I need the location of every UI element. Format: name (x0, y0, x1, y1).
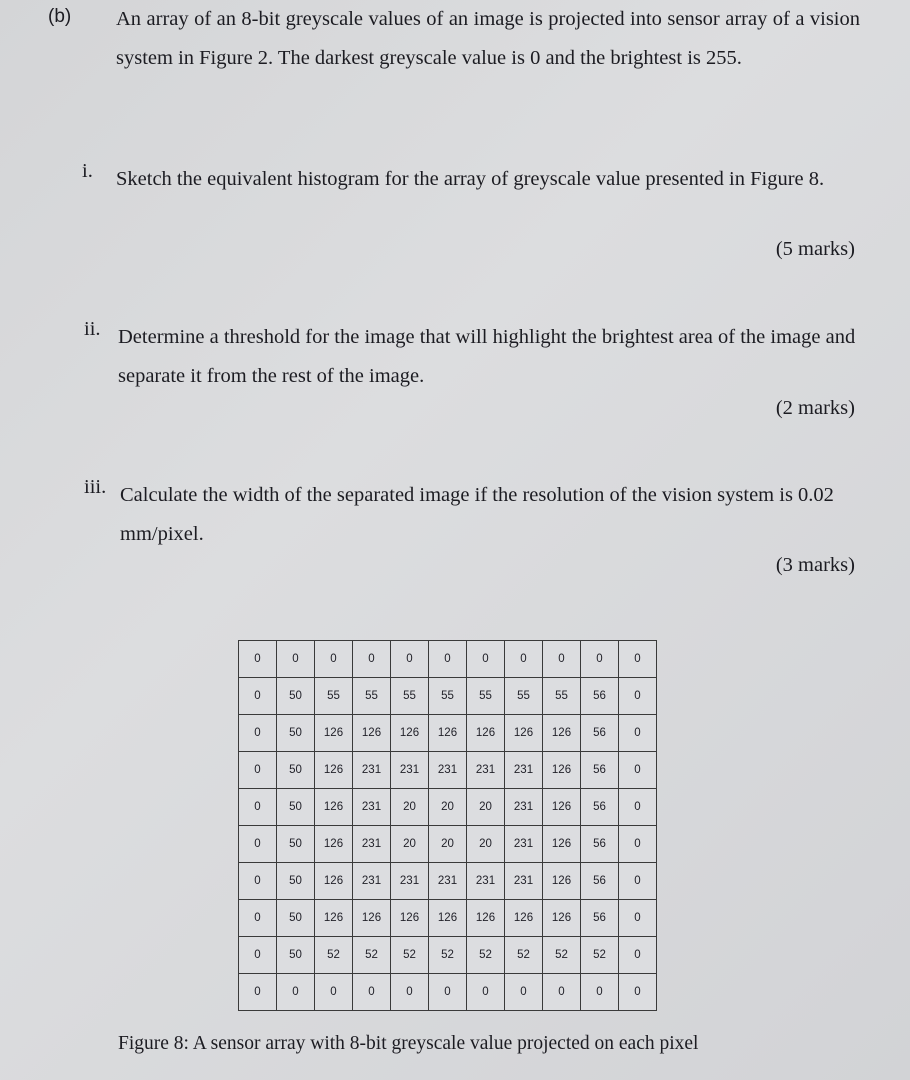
grid-row (239, 789, 657, 826)
grid-cell: 52 (581, 937, 619, 974)
grid-cell: 56 (581, 900, 619, 937)
grid-cell: 126 (467, 715, 505, 752)
grid-cell: 0 (505, 974, 543, 1011)
grid-cell: 50 (277, 678, 315, 715)
grid-cell: 20 (429, 789, 467, 826)
grid-row (239, 678, 657, 715)
grid-cell: 0 (429, 974, 467, 1011)
grid-cell: 126 (315, 900, 353, 937)
grid-row (239, 641, 657, 678)
part-ii-marks: (2 marks) (775, 397, 855, 419)
grid-cell: 126 (543, 900, 581, 937)
grid-cell: 0 (581, 641, 619, 678)
grid-cell: 231 (353, 789, 391, 826)
grid-row (239, 715, 657, 752)
grid-cell: 126 (543, 789, 581, 826)
grid-cell: 231 (505, 789, 543, 826)
part-iii-number: iii. (84, 476, 107, 498)
grid-cell: 52 (353, 937, 391, 974)
grid-cell: 55 (543, 678, 581, 715)
grid-cell: 0 (467, 641, 505, 678)
grid-cell: 55 (505, 678, 543, 715)
grid-cell: 126 (429, 900, 467, 937)
grid-cell: 52 (467, 937, 505, 974)
grid-cell: 0 (239, 974, 277, 1011)
grid-cell: 0 (391, 641, 429, 678)
grid-cell: 126 (353, 900, 391, 937)
grid-cell: 231 (353, 826, 391, 863)
grid-cell: 231 (391, 752, 429, 789)
grid-row (239, 900, 657, 937)
grid-cell: 0 (239, 641, 277, 678)
grid-cell: 0 (353, 974, 391, 1011)
grid-cell: 0 (315, 641, 353, 678)
grid-cell: 126 (543, 826, 581, 863)
grid-cell: 56 (581, 826, 619, 863)
grid-cell: 0 (619, 641, 657, 678)
grid-cell: 55 (391, 678, 429, 715)
grid-cell: 52 (505, 937, 543, 974)
grid-row (239, 826, 657, 863)
grid-row (239, 974, 657, 1011)
grid-cell: 0 (619, 974, 657, 1011)
question-label: (b) (48, 6, 72, 27)
sensor-array-grid (238, 640, 657, 1011)
grid-cell: 56 (581, 678, 619, 715)
grid-cell: 0 (239, 826, 277, 863)
grid-cell: 52 (391, 937, 429, 974)
grid-cell: 0 (239, 715, 277, 752)
grid-cell: 126 (505, 715, 543, 752)
grid-cell: 56 (581, 715, 619, 752)
grid-row (239, 863, 657, 900)
grid-cell: 126 (505, 900, 543, 937)
grid-cell: 0 (581, 974, 619, 1011)
grid-cell: 126 (353, 715, 391, 752)
grid-cell: 126 (391, 900, 429, 937)
grid-cell: 0 (619, 863, 657, 900)
grid-cell: 50 (277, 863, 315, 900)
grid-cell: 50 (277, 789, 315, 826)
grid-cell: 52 (429, 937, 467, 974)
grid-cell: 0 (353, 641, 391, 678)
grid-cell: 0 (239, 678, 277, 715)
grid-cell: 126 (315, 863, 353, 900)
grid-cell: 56 (581, 752, 619, 789)
grid-cell: 0 (619, 678, 657, 715)
grid-cell: 126 (543, 752, 581, 789)
grid-cell: 0 (239, 900, 277, 937)
grid-cell: 0 (619, 752, 657, 789)
grid-cell: 0 (277, 641, 315, 678)
grid-row (239, 752, 657, 789)
grid-cell: 50 (277, 715, 315, 752)
grid-cell: 20 (391, 789, 429, 826)
grid-cell: 0 (315, 974, 353, 1011)
grid-cell: 231 (467, 863, 505, 900)
grid-cell: 126 (543, 863, 581, 900)
grid-cell: 0 (505, 641, 543, 678)
grid-cell: 0 (619, 826, 657, 863)
grid-cell: 0 (391, 974, 429, 1011)
part-i-text: Sketch the equivalent histogram for the array of greyscale value presented in Figure 8. (116, 168, 825, 190)
grid-cell: 126 (315, 789, 353, 826)
grid-cell: 0 (429, 641, 467, 678)
grid-cell: 231 (467, 752, 505, 789)
grid-cell: 55 (467, 678, 505, 715)
grid-cell: 231 (505, 863, 543, 900)
grid-cell: 0 (277, 974, 315, 1011)
grid-cell: 0 (543, 974, 581, 1011)
grid-cell: 126 (315, 715, 353, 752)
part-i-number: i. (82, 160, 93, 182)
grid-cell: 231 (505, 826, 543, 863)
grid-cell: 52 (315, 937, 353, 974)
grid-cell: 55 (353, 678, 391, 715)
grid-cell: 20 (467, 826, 505, 863)
grid-cell: 231 (353, 863, 391, 900)
grid-cell: 126 (315, 752, 353, 789)
grid-cell: 56 (581, 863, 619, 900)
grid-cell: 0 (619, 900, 657, 937)
grid-cell: 0 (619, 715, 657, 752)
grid-cell: 56 (581, 789, 619, 826)
grid-cell: 52 (543, 937, 581, 974)
grid-cell: 0 (239, 937, 277, 974)
grid-cell: 0 (239, 789, 277, 826)
part-ii-text: Determine a threshold for the image that will highlight the brightest area of the image and separate it from the rest of the image. (118, 326, 856, 387)
grid-cell: 55 (429, 678, 467, 715)
grid-cell: 50 (277, 752, 315, 789)
grid-cell: 126 (467, 900, 505, 937)
grid-cell: 0 (239, 752, 277, 789)
grid-cell: 126 (315, 826, 353, 863)
grid-cell: 231 (429, 752, 467, 789)
grid-cell: 0 (619, 789, 657, 826)
part-iii-text: Calculate the width of the separated image if the resolution of the vision system is 0.02 mm/pixel. (120, 484, 834, 545)
grid-cell: 20 (391, 826, 429, 863)
grid-cell: 20 (467, 789, 505, 826)
grid-cell: 231 (391, 863, 429, 900)
grid-cell: 50 (277, 826, 315, 863)
grid-cell: 126 (391, 715, 429, 752)
grid-cell: 231 (353, 752, 391, 789)
part-iii-marks: (3 marks) (775, 554, 855, 576)
part-ii-number: ii. (84, 318, 101, 340)
grid-cell: 50 (277, 900, 315, 937)
grid-cell: 0 (239, 863, 277, 900)
part-i-marks: (5 marks) (775, 238, 855, 260)
figure-caption: Figure 8: A sensor array with 8-bit greyscale value projected on each pixel (118, 1033, 699, 1054)
grid-cell: 55 (315, 678, 353, 715)
grid-cell: 50 (277, 937, 315, 974)
grid-cell: 0 (543, 641, 581, 678)
grid-cell: 126 (543, 715, 581, 752)
grid-cell: 0 (467, 974, 505, 1011)
grid-row (239, 937, 657, 974)
grid-cell: 20 (429, 826, 467, 863)
grid-cell: 231 (505, 752, 543, 789)
grid-cell: 126 (429, 715, 467, 752)
question-intro: An array of an 8-bit greyscale values of an image is projected into sensor array of a vision system in Figure 2. The darkest greyscale value is 0 and the brightest is 255. (116, 8, 860, 69)
grid-cell: 0 (619, 937, 657, 974)
grid-cell: 231 (429, 863, 467, 900)
